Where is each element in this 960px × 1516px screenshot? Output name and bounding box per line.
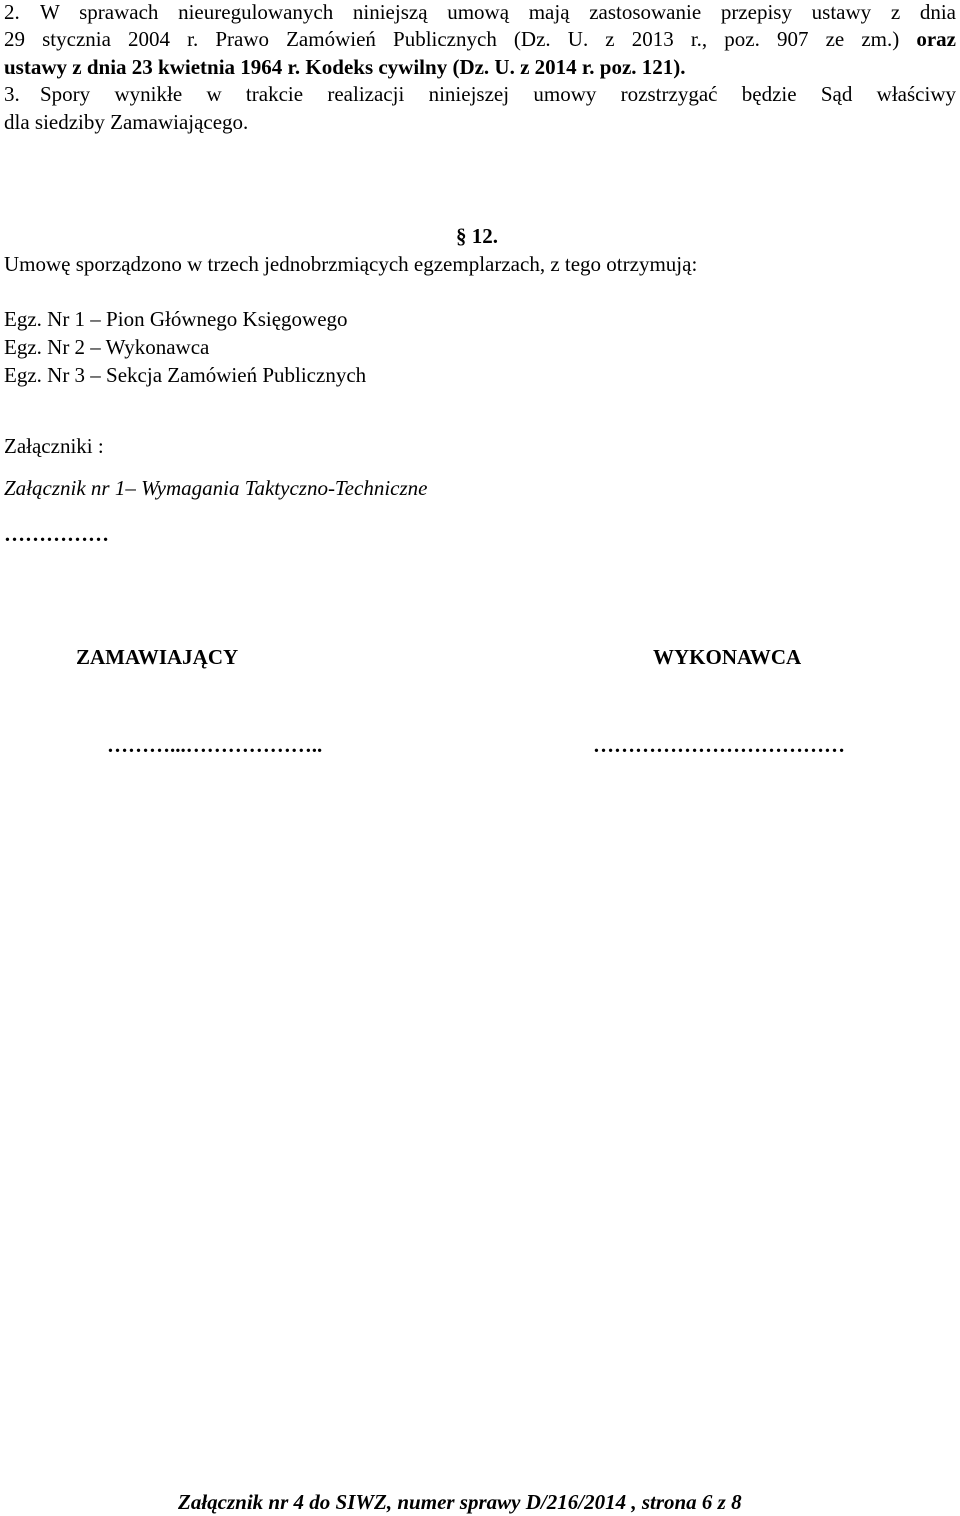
point-2-line-1: W sprawach nieuregulowanych niniejszą umową mają zastosowanie przepisy ustawy z dnia (40, 0, 956, 24)
signature-left-label: ZAMAWIAJĄCY (76, 645, 239, 669)
page-footer: Załącznik nr 4 do SIWZ, numer sprawy D/216/2014 , strona 6 z 8 (178, 1490, 742, 1514)
attachment-item-1: Załącznik nr 1– Wymagania Taktyczno-Techniczne (4, 476, 428, 500)
section-sign: § (456, 224, 467, 248)
point-2-line-2-bold: oraz (916, 27, 957, 51)
signature-right-label: WYKONAWCA (653, 645, 802, 669)
copy-item-1: Egz. Nr 1 – Pion Głównego Księgowego (4, 307, 348, 331)
section-number: 12. (471, 224, 498, 248)
point-2-number: 2. (4, 0, 20, 24)
attachments-dots: …………… (4, 522, 109, 546)
copy-item-3: Egz. Nr 3 – Sekcja Zamówień Publicznych (4, 363, 367, 387)
copy-item-2: Egz. Nr 2 – Wykonawca (4, 335, 210, 359)
signature-right-dots: ……………………………… (593, 733, 845, 757)
copies-intro: Umowę sporządzono w trzech jednobrzmiących egzemplarzach, z tego otrzymują: (4, 252, 698, 276)
attachments-heading: Załączniki : (4, 434, 104, 458)
point-3-line-1: Spory wynikłe w trakcie realizacji niniejszej umowy rozstrzygać będzie Sąd właściwy (40, 82, 956, 106)
signature-left-dots: ………...……………….. (107, 733, 323, 757)
point-3-number: 3. (4, 82, 20, 106)
point-3-line-2: dla siedziby Zamawiającego. (4, 110, 249, 134)
section-heading (456, 224, 498, 249)
point-2-line-2-text: 29 stycznia 2004 r. Prawo Zamówień Publicznych (Dz. U. z 2013 r., poz. 907 ze zm.) (4, 27, 900, 51)
point-2-line-2 (4, 27, 956, 52)
point-2-line-3: ustawy z dnia 23 kwietnia 1964 r. Kodeks cywilny (Dz. U. z 2014 r. poz. 121). (4, 55, 686, 79)
